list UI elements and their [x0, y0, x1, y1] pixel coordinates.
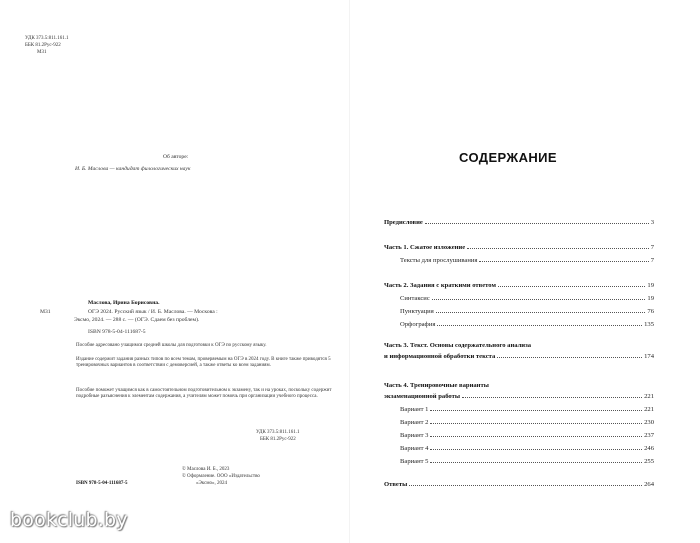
watermark-text: bookclub.by	[10, 509, 128, 531]
udc-code: УДК 373.5:811.161.1	[25, 36, 69, 41]
about-author-heading: Об авторе:	[163, 154, 189, 160]
description-para-1: Пособие адресовано учащимся средней школы для подготовки к ОГЭ по русскому языку.	[76, 343, 267, 348]
toc-item-part4: экзаменационной работы 221	[384, 393, 654, 400]
toc-title: СОДЕРЖАНИЕ	[459, 150, 557, 165]
toc-item-listening-texts: Тексты для прослушивания 7	[400, 257, 654, 264]
toc-item-part1: Часть 1. Сжатое изложение 7	[384, 244, 654, 251]
biblio-line-1: ОГЭ 2024. Русский язык / И. Б. Маслова. — Москова :	[88, 309, 218, 315]
description-para-2: Издание содержит задания разных типов по всем темам, проверяемым на ОГЭ в 2024 году. В книге также приводятся 5 тренировочных вариантов в соответствии с демоверсией, а также ответы ко всем заданиям.	[76, 357, 331, 369]
toc-item-variant-1: Вариант 1 221	[400, 406, 654, 413]
toc-item-variant-3: Вариант 3 237	[400, 432, 654, 439]
bbk-code: ББК 81.2Рус-922	[25, 43, 61, 48]
toc-item-variant-5: Вариант 5 255	[400, 458, 654, 465]
toc-item-variant-2: Вариант 2 230	[400, 419, 654, 426]
author-name: Маслова, Ирина Борисовна.	[88, 300, 160, 306]
toc-item-part2: Часть 2. Задания с краткими ответом 19	[384, 282, 654, 289]
biblio-line-2: Эксмо, 2024. — 288 с. — (ОГЭ. Сдаем без проблем).	[74, 317, 200, 323]
toc-item-part4-line1: Часть 4. Тренировочные варианты	[384, 382, 489, 389]
isbn-bottom: ISBN 978-5-04-111687-5	[76, 481, 128, 486]
toc-item-part3: и информационной обработки текста 174	[384, 353, 654, 360]
about-author-text: И. Б. Маслова — кандидат филологических наук	[75, 166, 191, 172]
toc-item-part3-line1: Часть 3. Текст. Основы содержательного анализа	[384, 342, 532, 349]
udc-bottom: УДК 373.5:811.161.1	[256, 430, 300, 435]
copyright-1: © Маслова И. Б., 2023	[182, 467, 230, 472]
margin-code: М31	[40, 309, 51, 315]
toc-item-preface: Предисловие 3	[384, 219, 654, 226]
toc-item-variant-4: Вариант 4 246	[400, 445, 654, 452]
toc-item-orthography: Орфография 135	[400, 321, 654, 328]
toc-item-punctuation: Пунктуация 76	[400, 308, 654, 315]
copyright-2: © Оформление. ООО «Издательство	[182, 474, 260, 479]
author-mark: М31	[37, 50, 47, 55]
description-para-3: Пособие поможет учащимся как в самостоятельном подготовительном к экзамену, так и на уроках, поскольку содержит подробные разъяснения к элементам содержания, а учителям может помочь при организации учебного процесса.	[76, 388, 332, 400]
toc-item-syntax: Синтаксис 19	[400, 295, 654, 302]
isbn: ISBN 978-5-04-111687-5	[88, 329, 146, 335]
toc-item-answers: Ответы 264	[384, 481, 654, 488]
copyright-3: «Эксмо», 2024	[196, 481, 227, 486]
bbk-bottom: ББК 81.2Рус-922	[260, 437, 296, 442]
